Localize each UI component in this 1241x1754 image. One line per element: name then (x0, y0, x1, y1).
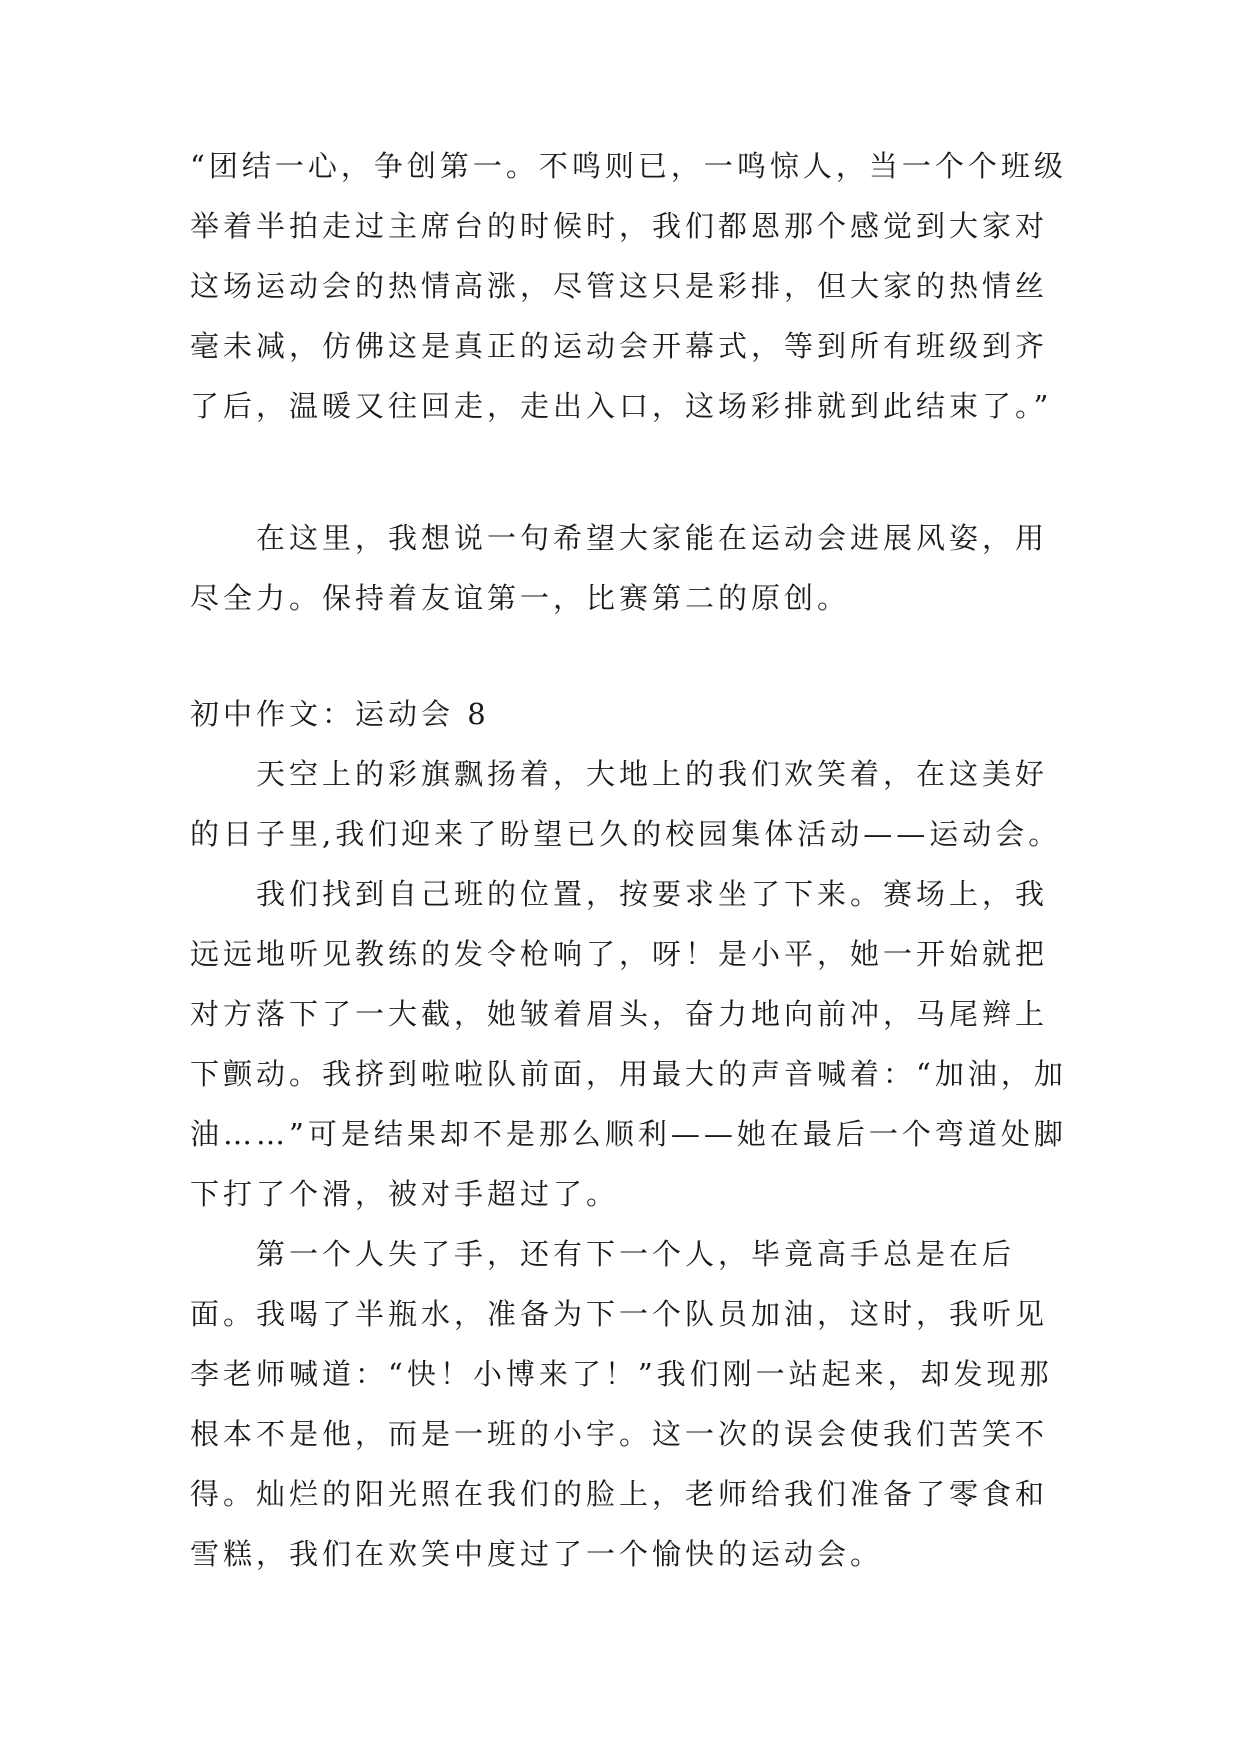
paragraph-misunderstanding: 第一个人失了手，还有下一个人，毕竟高手总是在后面。我喝了半瓶水，准备为下一个队员加油，这时，我听见李老师喊道：“快！小博来了！”我们刚一站起来，却发现那根本不是他，而是一班的小宇。这一次的误会使我们苦笑不得。 (190, 1237, 1053, 1511)
paragraph-race: 我们找到自己班的位置，按要求坐了下来。赛场上，我远远地听见教练的发令枪响了，呀！是小平，她一开始就把对方落下了一大截，她皱着眉头，奋力地向前冲，马尾辫上下颤动。我挤到啦啦队前面，用最大的声音喊着：“加油，加油……”可是结果却不是那么顺利——她在最后一个弯道处脚下打了个滑，被对手超过了。 (190, 877, 1067, 1211)
section-heading: 初中作文：运动会 8 (190, 697, 490, 731)
paragraph-closing: 灿烂的阳光照在我们的脸上，老师给我们准备了零食和雪糕，我们在欢笑中度过了一个愉快的运动会。 (190, 1477, 1049, 1571)
paragraph-wish: 在这里，我想说一句希望大家能在运动会进展风姿，用尽全力。保持着友谊第一，比赛第二的原创。 (190, 521, 1049, 615)
paragraph-intro: 天空上的彩旗飘扬着，大地上的我们欢笑着，在这美好的日子里,我们迎来了盼望已久的校园集体活动——运动会。 (190, 757, 1062, 851)
paragraph-opening-quote: “团结一心，争创第一。不鸣则已，一鸣惊人，当一个个班级举着半拍走过主席台的时候时，我们都恩那个感觉到大家对这场运动会的热情高涨，尽管这只是彩排，但大家的热情丝毫未减，仿佛这是真正的运动会开幕式，等到所有班级到齐了后，温暖又往回走，走出入口，这场彩排就到此结束了。” (190, 149, 1067, 423)
